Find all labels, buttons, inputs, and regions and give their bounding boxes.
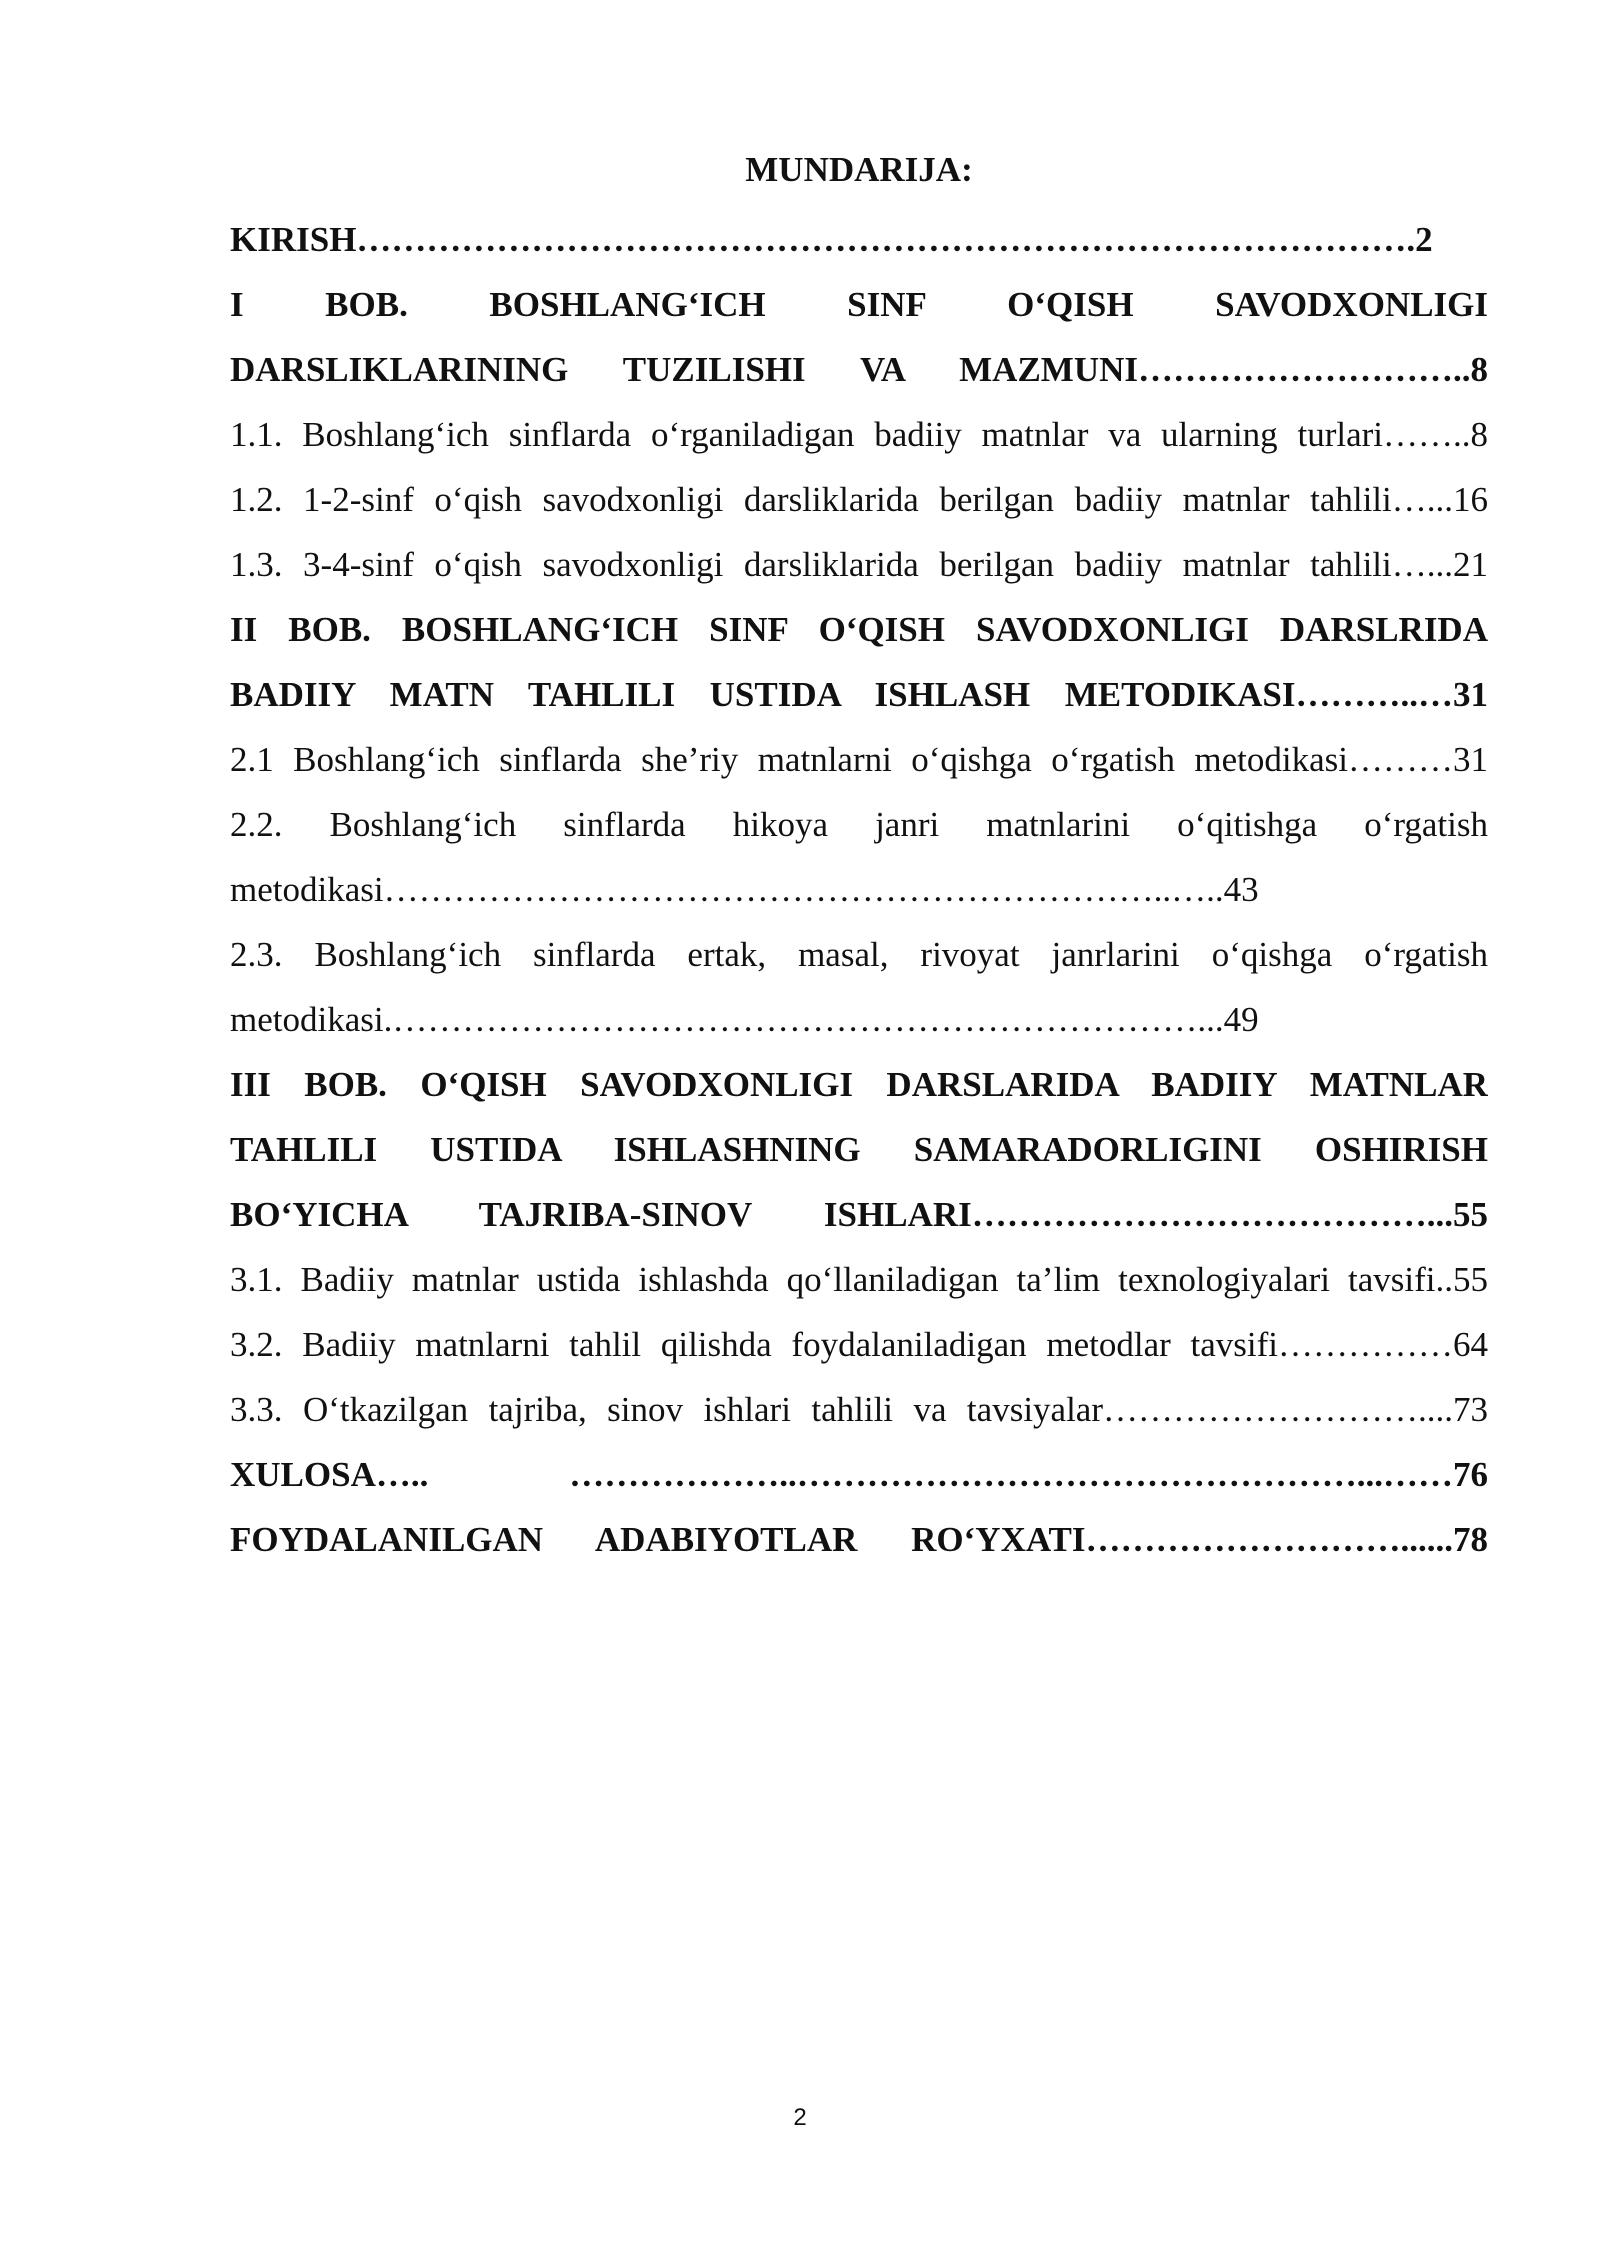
toc-entry: 1.1. Boshlang‘ich sinflarda o‘rganiladigan badiiy matnlar va ularning turlari……..8 (230, 415, 1488, 454)
page-number: 2 (793, 2104, 807, 2131)
toc-entry: III BOB. O‘QISH SAVODXONLIGI DARSLARIDA BADIIY MATNLAR (230, 1065, 1488, 1104)
toc-entry: 1.3. 3-4-sinf o‘qish savodxonligi darsliklarida berilgan badiiy matnlar tahlili…...21 (230, 545, 1488, 584)
toc-entry: metodikasi.……………………………………………………………...49 (230, 1000, 1259, 1039)
toc-entry: 3.2. Badiiy matnlarni tahlil qilishda foydalaniladigan metodlar tavsifi……………64 (230, 1325, 1488, 1364)
toc-entry: 1.2. 1-2-sinf o‘qish savodxonligi darsliklarida berilgan badiiy matnlar tahlili…...16 (230, 480, 1488, 519)
toc-entry: BO‘YICHA TAJRIBA-SINOV ISHLARI…………………………………...55 (230, 1195, 1488, 1234)
toc-entry: II BOB. BOSHLANG‘ICH SINF O‘QISH SAVODXONLIGI DARSLRIDA (230, 610, 1488, 649)
toc-entry: 2.2. Boshlang‘ich sinflarda hikoya janri matnlarini o‘qitishga o‘rgatish (230, 805, 1488, 844)
page-title: MUNDARIJA: (745, 150, 973, 189)
toc-entry: 3.1. Badiiy matnlar ustida ishlashda qo‘llaniladigan ta’lim texnologiyalari tavsifi..55 (230, 1260, 1488, 1299)
toc-entry: metodikasi…………………………………………………………..…..43 (230, 870, 1259, 909)
toc-list (230, 207, 1488, 1572)
toc-entry: BADIIY MATN TAHLILI USTIDA ISHLASH METODIKASI………..…31 (230, 675, 1488, 714)
toc-entry: XULOSA….. ………………..…………………………………………...……76 (230, 1455, 1488, 1494)
toc-entry: 2.3. Boshlang‘ich sinflarda ertak, masal, rivoyat janrlarini o‘qishga o‘rgatish (230, 935, 1488, 974)
toc-entry: KIRISH……………………………………………………………………………….2 (230, 220, 1433, 259)
table-of-contents (230, 150, 1488, 1572)
toc-entry: TAHLILI USTIDA ISHLASHNING SAMARADORLIGINI OSHIRISH (230, 1130, 1488, 1169)
toc-entry: I BOB. BOSHLANG‘ICH SINF O‘QISH SAVODXONLIGI (230, 285, 1488, 324)
toc-entry: DARSLIKLARINING TUZILISHI VA MAZMUNI………………………..8 (230, 350, 1488, 389)
toc-entry: FOYDALANILGAN ADABIYOTLAR RO‘YXATI………………………......78 (230, 1520, 1488, 1559)
toc-entry: 3.3. O‘tkazilgan tajriba, sinov ishlari tahlili va tavsiyalar………………………....73 (230, 1390, 1488, 1429)
toc-entry: 2.1 Boshlang‘ich sinflarda she’riy matnlarni o‘qishga o‘rgatish metodikasi………31 (230, 740, 1488, 779)
